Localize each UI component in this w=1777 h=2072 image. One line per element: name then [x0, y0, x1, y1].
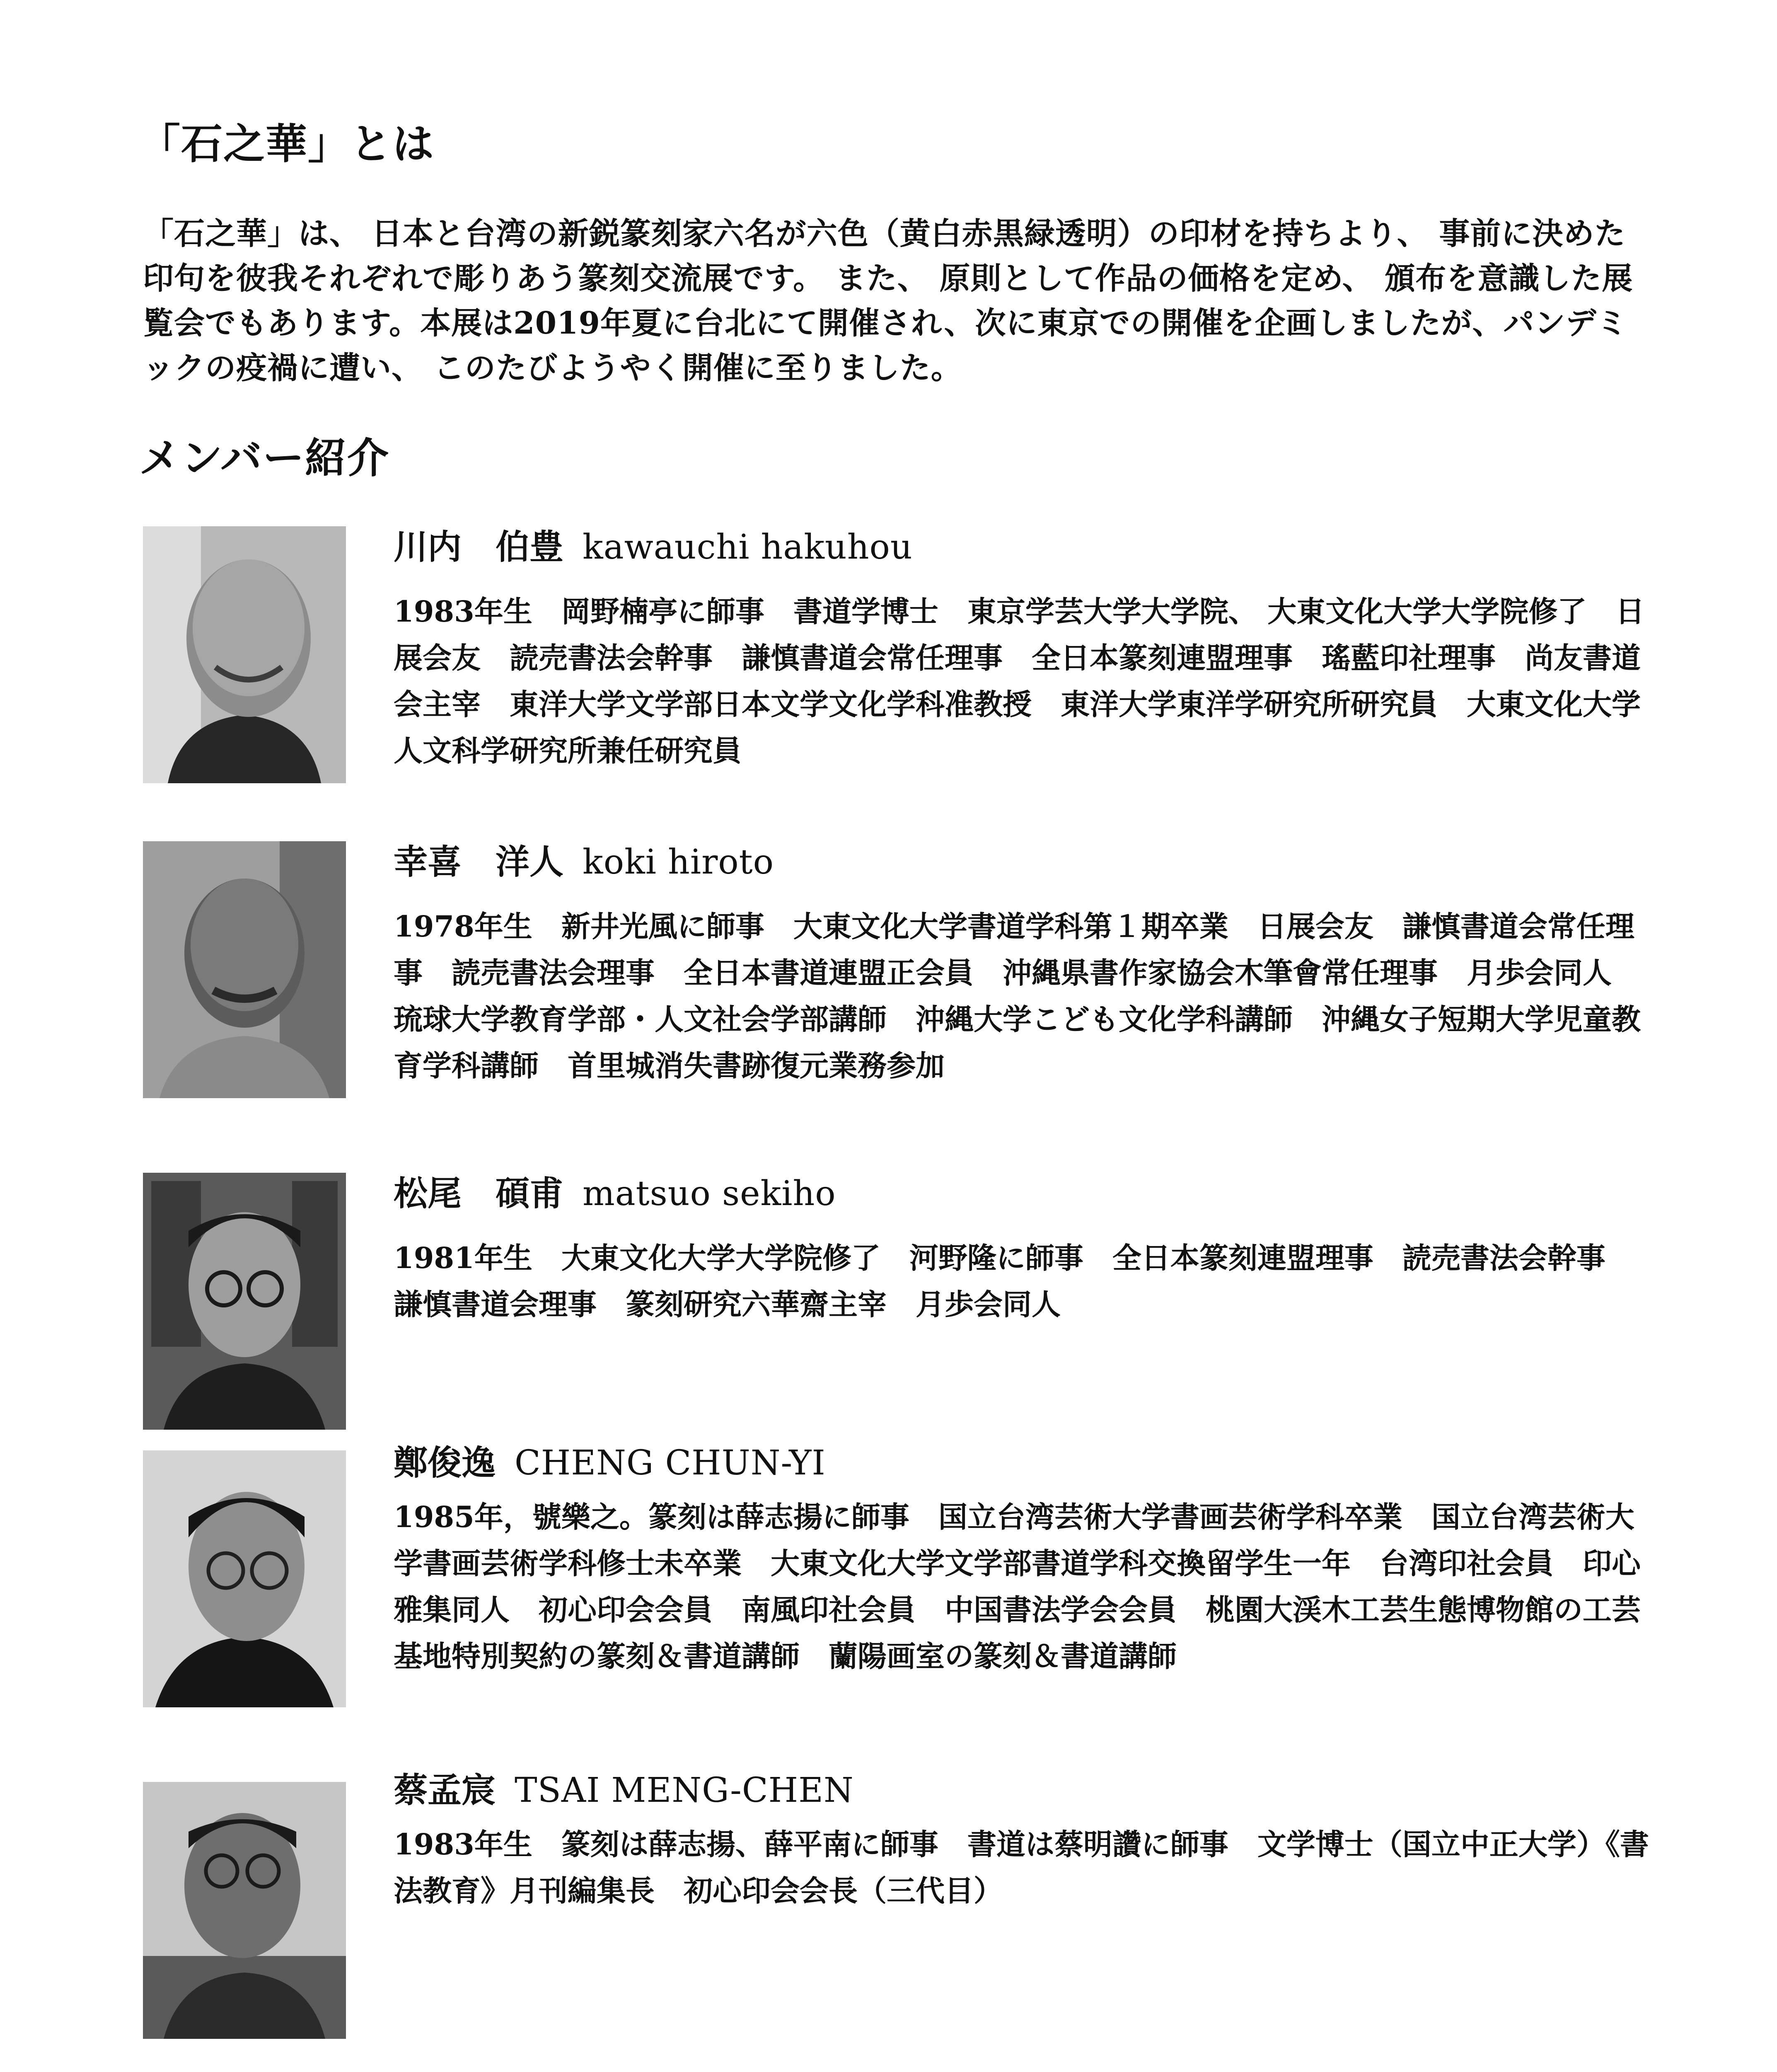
member-photo — [143, 841, 346, 1098]
member-name — [394, 526, 913, 568]
about-heading: 「石之華」とは — [139, 119, 435, 168]
member-name-kanji: 松尾 碩甫 — [394, 1174, 564, 1213]
member-name — [394, 841, 774, 883]
member-name-romaji: kawauchi hakuhou — [583, 528, 913, 567]
member-name-romaji: TSAI MENG-CHEN — [515, 1771, 854, 1810]
member-bio: 1985年，號樂之。篆刻は薛志揚に師事 国立台湾芸術大学書画芸術学科卒業 国立台湾芸術大学書画芸術学科修士未卒業 大東文化大学文学部書道学科交換留学生一年 台湾印社会員 印心雅集同人 初心印会会員 南風印社会員 中国書法学会会員 桃園大渓木工芸生態博物館の工芸基地特別契約の篆刻＆書道講師 蘭陽画室の篆刻＆書道講師 — [394, 1500, 1641, 1673]
member-bio: 1983年生 篆刻は薛志揚、薛平南に師事 書道は蔡明讚に師事 文学博士（国立中正大学）《書法教育》月刊編集長 初心印会会長（三代目） — [394, 1827, 1649, 1908]
member-bio: 1981年生 大東文化大学大学院修了 河野隆に師事 全日本篆刻連盟理事 読売書法会幹事 謙慎書道会理事 篆刻研究六華齋主宰 月歩会同人 — [394, 1241, 1634, 1322]
member-name — [394, 1442, 826, 1484]
member-name-romaji: koki hiroto — [583, 842, 774, 882]
member-name-kanji: 蔡孟宸 — [394, 1770, 496, 1810]
member-name-kanji: 川内 伯豊 — [394, 527, 564, 567]
member-name-romaji: matsuo sekiho — [583, 1174, 836, 1213]
members-heading: メンバー紹介 — [139, 433, 389, 482]
member-name-kanji: 幸喜 洋人 — [394, 842, 564, 882]
member-name-romaji: CHENG CHUN-YI — [515, 1443, 826, 1483]
member-bio: 1983年生 岡野楠亭に師事 書道学博士 東京学芸大学大学院、 大東文化大学大学院修了 日展会友 読売書法会幹事 謙慎書道会常任理事 全日本篆刻連盟理事 瑤藍印社理事 尚友書道会主宰 東洋大学文学部日本文学文化学科准教授 東洋大学東洋学研究所研究員 大東文化大学人文科学研究所兼任研究員 — [394, 594, 1645, 768]
member-photo — [143, 1173, 346, 1430]
member-photo — [143, 1450, 346, 1707]
member-photo — [143, 1782, 346, 2039]
member-photo — [143, 526, 346, 783]
member-name — [394, 1173, 836, 1215]
member-name-kanji: 鄭俊逸 — [394, 1443, 496, 1483]
member-bio: 1978年生 新井光風に師事 大東文化大学書道学科第１期卒業 日展会友 謙慎書道会常任理事 読売書法会理事 全日本書道連盟正会員 沖縄県書作家協会木筆會常任理事 月歩会同人 琉球大学教育学部・人文社会学部講師 沖縄大学こども文化学科講師 沖縄女子短期大学児童教育学科講師 首里城消失書跡復元業務参加 — [394, 909, 1641, 1083]
member-name — [394, 1769, 854, 1811]
intro-paragraph: 「石之華」は、 日本と台湾の新鋭篆刻家六名が六色（黄白赤黒緑透明）の印材を持ちより、 事前に決めた印句を彼我それぞれで彫りあう篆刻交流展です。 また、 原則として作品の価格を定め、 頒布を意識した展覧会でもあります。本展は2019年夏に台北にて開催され、次に東京での開催を企画しましたが、パンデミックの疫禍に遭い、 このたびようやく開催に至りました。 — [143, 216, 1633, 386]
